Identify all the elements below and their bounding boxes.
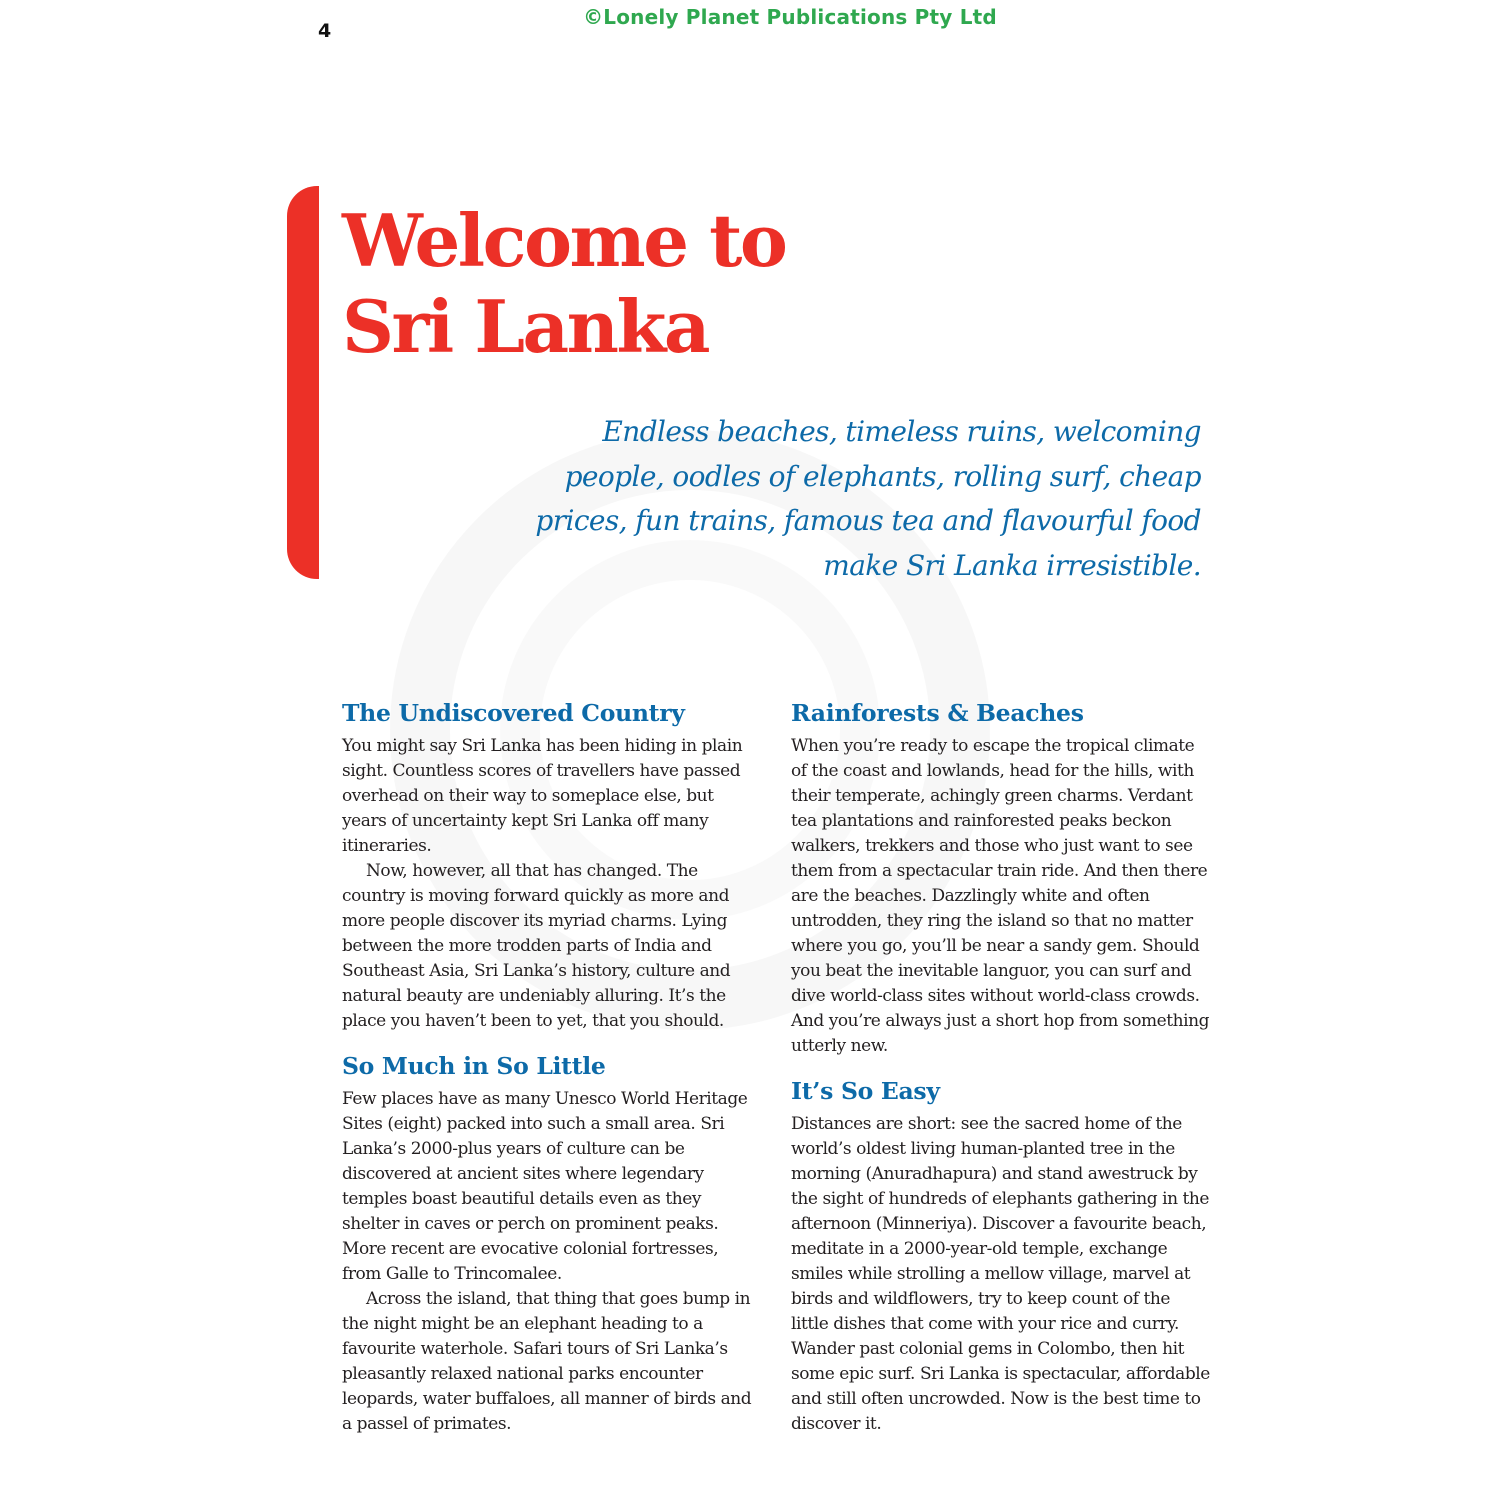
- title-accent-bar: [287, 186, 319, 579]
- section-undiscovered-country: [342, 697, 762, 1034]
- section-rainforests-beaches: [791, 697, 1211, 1059]
- section-paragraph: You might say Sri Lanka has been hiding in plain sight. Countless scores of travellers have passed overhead on their way to someplace else, but years of uncertainty kept Sri Lanka off many itineraries.: [342, 736, 743, 856]
- section-paragraph: When you’re ready to escape the tropical climate of the coast and lowlands, head for the hills, with their temperate, achingly green charms. Verdant tea plantations and rainforested peaks beckon walkers, trekkers and those who just want to see them from a spectacular train ride. And then there are the beaches. Dazzlingly white and often untrodden, they ring the island so that no matter where you go, you’ll be near a sandy gem. Should you beat the inevitable languor, you can surf and dive world-class sites without world-class crowds. And you’re always just a short hop from something utterly new.: [791, 736, 1210, 1056]
- section-paragraph: Few places have as many Unesco World Heritage Sites (eight) packed into such a small area. Sri Lanka’s 2000-plus years of culture can be discovered at ancient sites where legendary temples boast beautiful details even as they shelter in caves or perch on prominent peaks. More recent are evocative colonial fortresses, from Galle to Trincomalee.: [342, 1089, 748, 1284]
- left-column: [342, 697, 762, 1453]
- page-number: 4: [318, 20, 332, 42]
- section-heading: The Undiscovered Country: [342, 699, 685, 727]
- title-line-2: Sri Lanka: [342, 284, 709, 369]
- section-paragraph: Distances are short: see the sacred home of the world’s oldest living human-planted tree in the morning (Anuradhapura) and stand awestruck by the sight of hundreds of elephants gathering in the afternoon (Minneriya). Discover a favourite beach, meditate in a 2000-year-old temple, exchange smiles while strolling a mellow village, marvel at birds and wildflowers, try to keep count of the little dishes that come with your rice and curry. Wander past colonial gems in Colombo, then hit some epic surf. Sri Lanka is spectacular, affordable and still often uncrowded. Now is the best time to discover it.: [791, 1114, 1210, 1434]
- section-so-much-in-so-little: [342, 1050, 762, 1437]
- section-paragraph: Now, however, all that has changed. The country is moving forward quickly as more and more people discover its myriad charms. Lying between the more trodden parts of India and Southeast Asia, Sri Lanka’s history, culture and natural beauty are undeniably alluring. It’s the place you haven’t been to yet, that you should.: [342, 861, 731, 1031]
- title-line-1: Welcome to: [342, 198, 786, 283]
- section-its-so-easy: [791, 1075, 1211, 1437]
- section-paragraph: Across the island, that thing that goes bump in the night might be an elephant heading to a favourite waterhole. Safari tours of Sri Lanka’s pleasantly relaxed national parks encounter leopards, water buffaloes, all manner of birds and a passel of primates.: [342, 1289, 752, 1434]
- section-heading: Rainforests & Beaches: [791, 699, 1084, 727]
- right-column: [791, 697, 1211, 1453]
- page-title: [342, 198, 785, 370]
- section-heading: So Much in So Little: [342, 1052, 606, 1080]
- copyright-notice: ©Lonely Planet Publications Pty Ltd: [583, 5, 997, 29]
- section-heading: It’s So Easy: [791, 1077, 940, 1105]
- intro-tagline: Endless beaches, timeless ruins, welcoming people, oodles of elephants, rolling surf, cheap prices, fun trains, famous tea and flavourful food make Sri Lanka irresistible.: [535, 415, 1201, 583]
